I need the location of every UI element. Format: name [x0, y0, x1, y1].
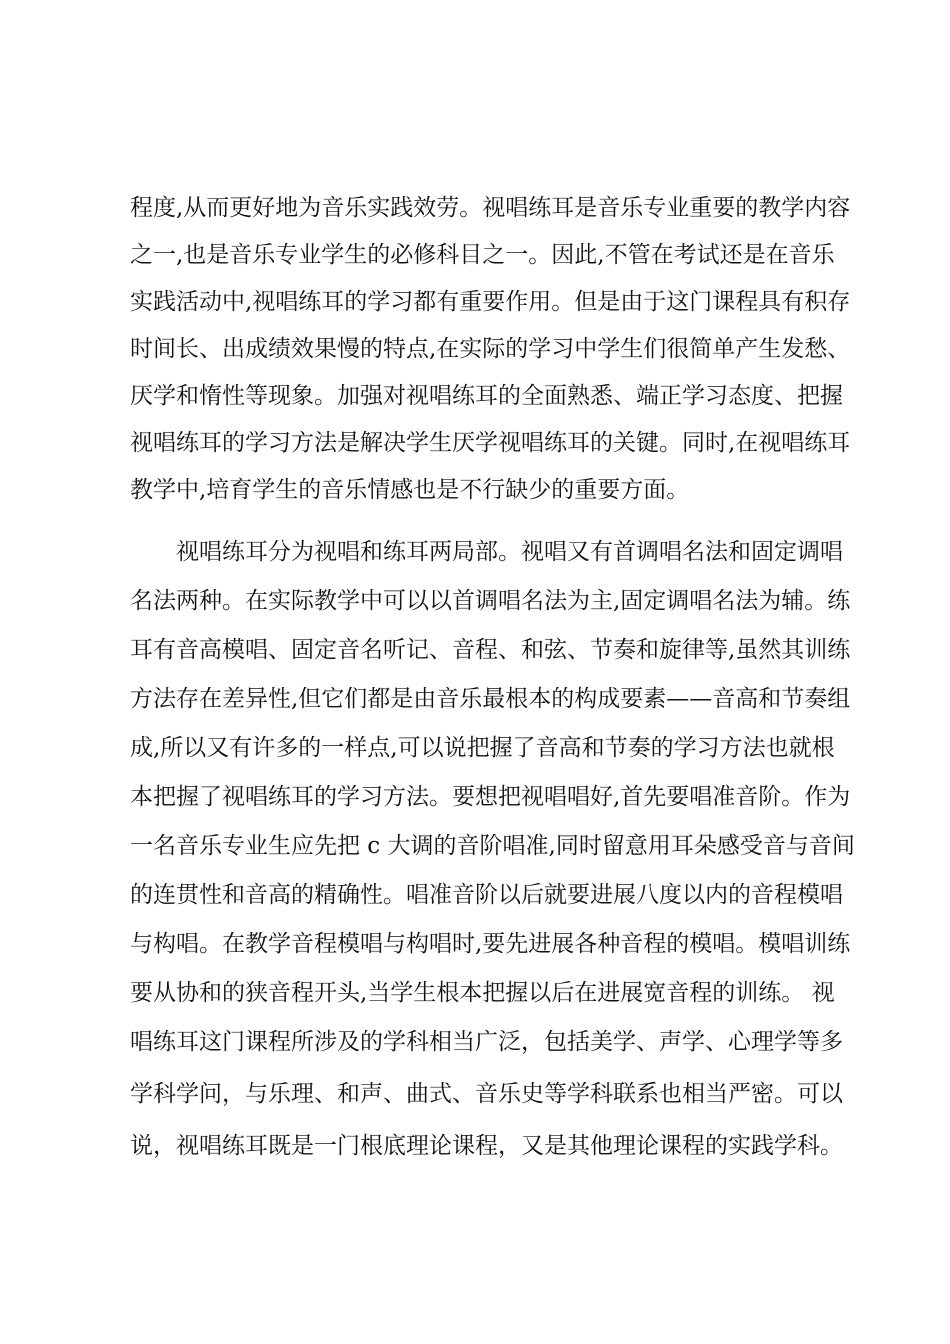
text-line: 方法存在差异性,但它们都是由音乐最根本的构成要素——音高和节奏组 — [130, 686, 851, 712]
text-line: 学科学问，与乐理、和声、曲式、音乐史等学科联系也相当严密。可以 — [130, 1081, 843, 1107]
text-line: 实践活动中,视唱练耳的学习都有重要作用。但是由于这门课程具有积存 — [130, 289, 851, 315]
text-line: 说，视唱练耳既是一门根底理论课程，又是其他理论课程的实践学科。 — [130, 1133, 843, 1159]
text-line: 唱练耳这门课程所涉及的学科相当广泛，包括美学、声学、心理学等多 — [130, 1029, 843, 1055]
text-line: 视唱练耳的学习方法是解决学生厌学视唱练耳的关键。同时,在视唱练耳 — [130, 430, 851, 456]
text-line: 教学中,培育学生的音乐情感也是不行缺少的重要方面。 — [130, 477, 690, 503]
text-line: 要从协和的狭音程开头,当学生根本把握以后在进展宽音程的训练。 视 — [130, 980, 835, 1006]
text-line: 一名音乐专业生应先把 c 大调的音阶唱准,同时留意用耳朵感受音与音间 — [130, 833, 855, 859]
text-line: 程度,从而更好地为音乐实践效劳。视唱练耳是音乐专业重要的教学内容 — [130, 195, 851, 221]
text-line: 名法两种。在实际教学中可以以首调唱名法为主,固定调唱名法为辅。练 — [130, 588, 851, 614]
text-line: 厌学和惰性等现象。加强对视唱练耳的全面熟悉、端正学习态度、把握 — [130, 383, 843, 409]
text-line: 之一,也是音乐专业学生的必修科目之一。因此,不管在考试还是在音乐 — [130, 242, 835, 268]
text-line: 视唱练耳分为视唱和练耳两局部。视唱又有首调唱名法和固定调唱 — [176, 539, 843, 565]
text-line: 与构唱。在教学音程模唱与构唱时,要先进展各种音程的模唱。模唱训练 — [130, 931, 851, 957]
text-line: 的连贯性和音高的精确性。唱准音阶以后就要进展八度以内的音程模唱 — [130, 882, 843, 908]
text-line: 本把握了视唱练耳的学习方法。要想把视唱唱好,首先要唱准音阶。作为 — [130, 784, 851, 810]
text-line: 耳有音高模唱、固定音名听记、音程、和弦、节奏和旋律等,虽然其训练 — [130, 637, 851, 663]
text-line: 成,所以又有许多的一样点,可以说把握了音高和节奏的学习方法也就根 — [130, 735, 835, 761]
text-line: 时间长、出成绩效果慢的特点,在实际的学习中学生们很简单产生发愁、 — [130, 336, 851, 362]
